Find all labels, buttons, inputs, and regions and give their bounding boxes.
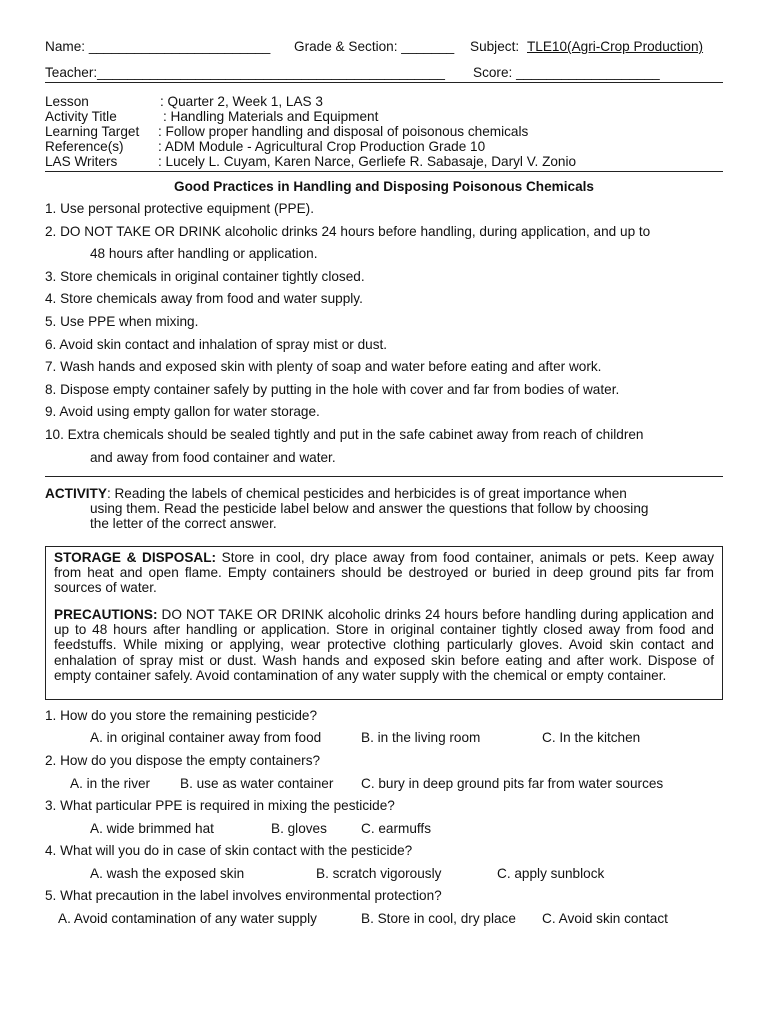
choice-a: A. in the river <box>70 776 151 791</box>
activity-text: using them. Read the pesticide label below and answer the questions that follow by choosing <box>90 501 649 516</box>
activity-label: ACTIVITY <box>45 486 107 501</box>
activity-text: the letter of the correct answer. <box>90 516 277 531</box>
activity-text: : Reading the labels of chemical pesticides and herbicides is of great importance when <box>106 486 627 501</box>
practice-item <box>45 266 725 289</box>
choice-b: B. scratch vigorously <box>316 866 442 881</box>
practice-line: 2. DO NOT TAKE OR DRINK alcoholic drinks 24 hours before handling, during application, and up to <box>45 223 651 239</box>
practice-line: 8. Dispose empty container safely by putting in the hole with cover and far from bodies of water. <box>45 381 620 397</box>
practice-line: 4. Store chemicals away from food and water supply. <box>45 291 363 307</box>
info-label: Activity Title <box>45 109 117 124</box>
teacher-field-label: Teacher:______________________________________________ <box>45 65 445 80</box>
choice-c: C. In the kitchen <box>542 730 641 745</box>
choice-b: B. use as water container <box>180 776 334 791</box>
choice-a: A. Avoid contamination of any water supply <box>58 911 317 926</box>
precautions-paragraph <box>54 607 714 683</box>
practice-item <box>45 379 725 402</box>
storage-disposal-paragraph <box>54 550 714 596</box>
practice-line: 9. Avoid using empty gallon for water storage. <box>45 404 320 420</box>
choice-c: C. bury in deep ground pits far from water sources <box>361 776 664 791</box>
practice-line: 6. Avoid skin contact and inhalation of spray mist or dust. <box>45 336 388 352</box>
practice-item <box>45 356 725 379</box>
practice-line: 5. Use PPE when mixing. <box>45 313 199 329</box>
info-label: LAS Writers <box>45 154 118 169</box>
practice-item <box>45 288 725 311</box>
practice-item <box>45 311 725 334</box>
info-value: : ADM Module - Agricultural Crop Production Grade 10 <box>158 139 486 154</box>
header-divider <box>45 82 723 83</box>
choice-c: C. earmuffs <box>361 821 432 836</box>
info-label: Lesson <box>45 94 89 109</box>
question-text: 5. What precaution in the label involves environmental protection? <box>45 888 442 903</box>
choice-b: B. Store in cool, dry place <box>361 911 516 926</box>
practice-continuation: and away from food container and water. <box>90 449 336 465</box>
grade-section-label: Grade & Section: _______ <box>294 39 455 54</box>
choice-a: A. wash the exposed skin <box>90 866 245 881</box>
practice-line: 1. Use personal protective equipment (PPE). <box>45 201 314 216</box>
choice-a: A. in original container away from food <box>90 730 322 745</box>
precautions-text: DO NOT TAKE OR DRINK alcoholic drinks 24 hours before handling during application and up to 48 hours after handling or application. Store in original container tightly closed away from food and feedstuffs. While mixing or applying, wear protective clothing particularly gloves. Avoid skin contact and enhalation of spray mist or dust. Wash hands and exposed skin before eating and after work. Dispose of empty container safely. Avoid contamination of any water supply with the chemical or empty container. <box>54 607 714 683</box>
practice-item <box>45 424 725 469</box>
choice-a: A. wide brimmed hat <box>90 821 214 836</box>
practice-item <box>45 198 725 221</box>
choice-b: B. in the living room <box>361 730 481 745</box>
practice-item <box>45 401 725 424</box>
practices-divider <box>45 476 723 477</box>
practices-title: Good Practices in Handling and Disposing Poisonous Chemicals <box>174 179 594 194</box>
question-text: 3. What particular PPE is required in mixing the pesticide? <box>45 798 395 813</box>
practice-line: 7. Wash hands and exposed skin with plenty of soap and water before eating and after work. <box>45 359 602 375</box>
activity-instructions <box>45 486 725 531</box>
choice-c: C. apply sunblock <box>497 866 605 881</box>
practices-list <box>45 198 725 469</box>
question-text: 2. How do you dispose the empty containers? <box>45 753 321 768</box>
choice-b: B. gloves <box>271 821 327 836</box>
question-text: 4. What will you do in case of skin contact with the pesticide? <box>45 843 413 858</box>
info-value: : Follow proper handling and disposal of poisonous chemicals <box>158 124 529 139</box>
info-label: Reference(s) <box>45 139 124 154</box>
info-label: Learning Target <box>45 124 140 139</box>
choice-c: C. Avoid skin contact <box>542 911 668 926</box>
question-text: 1. How do you store the remaining pesticide? <box>45 708 318 723</box>
info-value: : Lucely L. Cuyam, Karen Narce, Gerliefe R. Sabasaje, Daryl V. Zonio <box>158 154 577 169</box>
info-divider <box>45 171 723 172</box>
practice-line: 10. Extra chemicals should be sealed tightly and put in the safe cabinet away from reach of children <box>45 426 644 442</box>
practice-item <box>45 334 725 357</box>
info-value: : Quarter 2, Week 1, LAS 3 <box>160 94 323 109</box>
score-field-label: Score: ___________________ <box>473 65 660 80</box>
pesticide-label-box <box>45 546 723 700</box>
practice-continuation: 48 hours after handling or application. <box>90 246 318 262</box>
storage-text: Store in cool, dry place away from food container, animals or pets. Keep away from heat and open flame. Empty containers should be destroyed or buried in deep ground pits far from sources of water. <box>54 550 715 596</box>
precautions-heading: PRECAUTIONS: <box>54 607 158 622</box>
subject-label: Subject: <box>470 39 520 54</box>
name-field-label: Name: ________________________ <box>45 39 271 54</box>
practice-line: 3. Store chemicals in original container tightly closed. <box>45 268 365 284</box>
info-value: : Handling Materials and Equipment <box>163 109 379 124</box>
subject-value: TLE10(Agri-Crop Production) <box>527 39 704 54</box>
storage-heading: STORAGE & DISPOSAL: <box>54 550 217 565</box>
practice-item <box>45 221 725 266</box>
